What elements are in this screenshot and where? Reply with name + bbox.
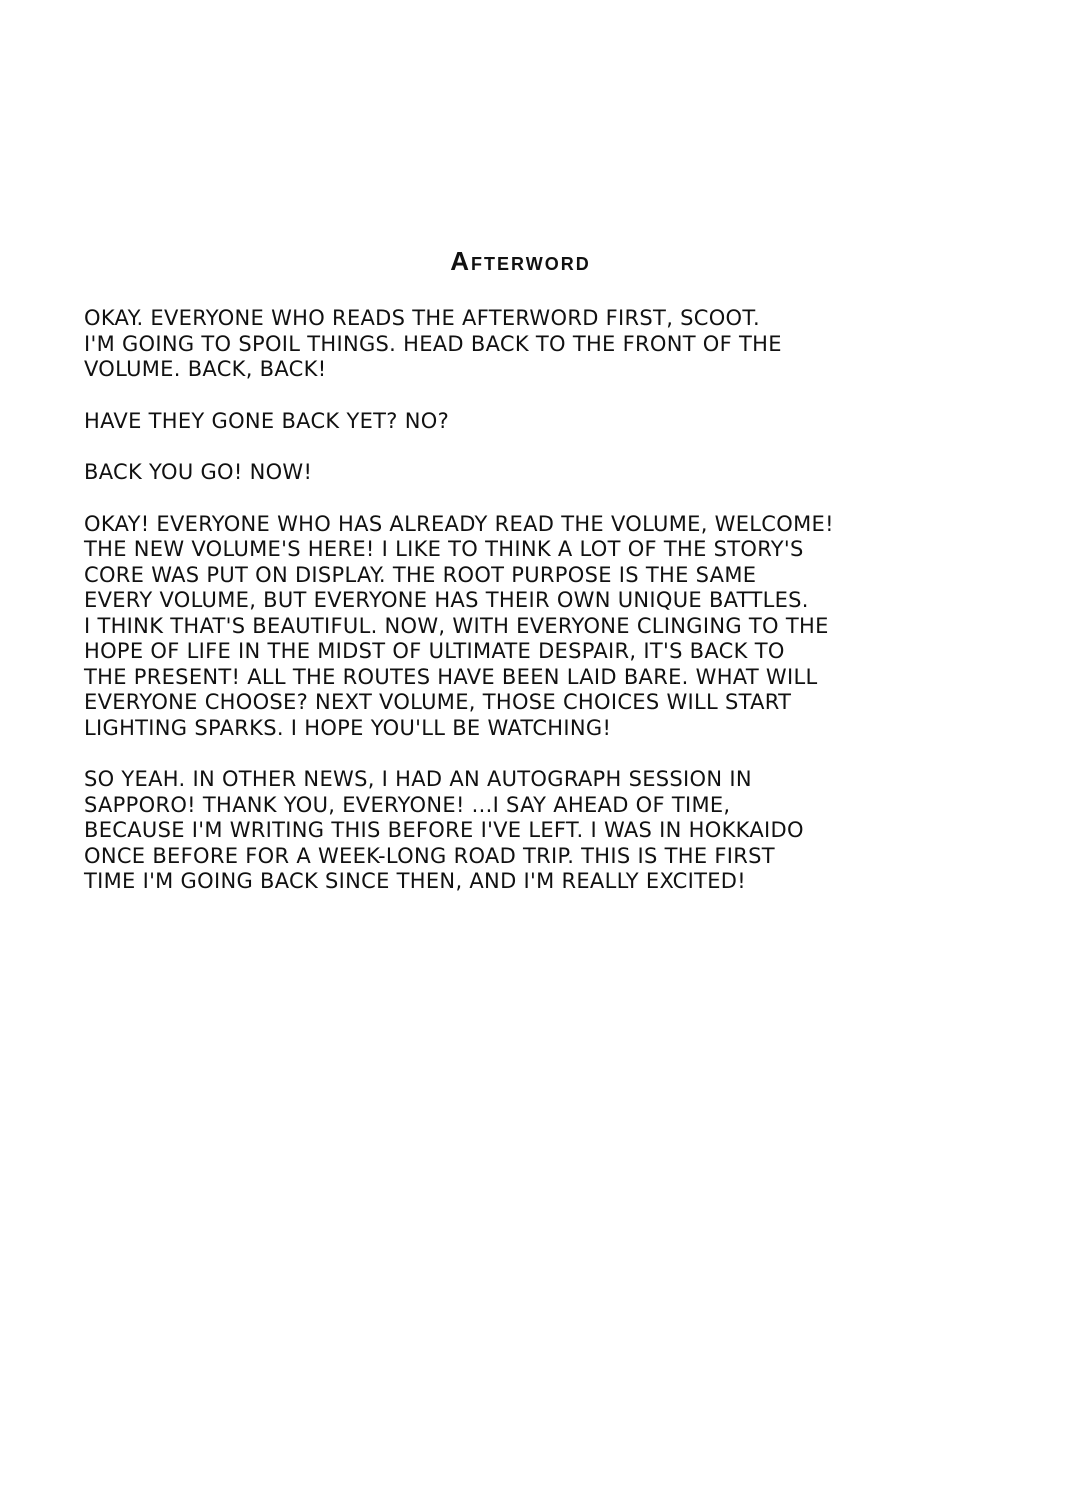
text-line: SAPPORO! THANK YOU, EVERYONE! ...I SAY AHEAD OF TIME, <box>84 792 731 817</box>
text-line: SO YEAH. IN OTHER NEWS, I HAD AN AUTOGRAPH SESSION IN <box>84 767 752 791</box>
text-line: OKAY. EVERYONE WHO READS THE AFTERWORD FIRST, SCOOT. <box>84 306 761 330</box>
paragraph-4 <box>84 512 984 742</box>
text-line: ONCE BEFORE FOR A WEEK-LONG ROAD TRIP. THIS IS THE FIRST <box>84 843 775 868</box>
text-line: BECAUSE I'M WRITING THIS BEFORE I'VE LEFT. I WAS IN HOKKAIDO <box>84 818 804 842</box>
page-title: Afterword <box>450 246 591 276</box>
text-line: I THINK THAT'S BEAUTIFUL. NOW, WITH EVERYONE CLINGING TO THE <box>84 613 829 638</box>
afterword-body <box>84 306 984 921</box>
paragraph-2 <box>84 409 984 435</box>
text-line: THE NEW VOLUME'S HERE! I LIKE TO THINK A LOT OF THE STORY'S <box>84 537 804 561</box>
text-line: CORE WAS PUT ON DISPLAY. THE ROOT PURPOSE IS THE SAME <box>84 562 757 587</box>
text-line: HOPE OF LIFE IN THE MIDST OF ULTIMATE DESPAIR, IT'S BACK TO <box>84 639 785 663</box>
text-line: OKAY! EVERYONE WHO HAS ALREADY READ THE VOLUME, WELCOME! <box>84 511 834 536</box>
text-line: EVERYONE CHOOSE? NEXT VOLUME, THOSE CHOICES WILL START <box>84 690 792 714</box>
paragraph-5 <box>84 767 984 895</box>
text-line: HAVE THEY GONE BACK YET? NO? <box>84 408 450 433</box>
text-line: I'M GOING TO SPOIL THINGS. HEAD BACK TO THE FRONT OF THE <box>84 331 782 356</box>
text-line: EVERY VOLUME, BUT EVERYONE HAS THEIR OWN UNIQUE BATTLES. <box>84 588 809 612</box>
text-line: THE PRESENT! ALL THE ROUTES HAVE BEEN LAID BARE. WHAT WILL <box>84 664 818 689</box>
text-line: LIGHTING SPARKS. I HOPE YOU'LL BE WATCHING! <box>84 715 612 740</box>
text-line: BACK YOU GO! NOW! <box>84 460 313 484</box>
text-line: VOLUME. BACK, BACK! <box>84 357 327 381</box>
paragraph-1 <box>84 306 984 383</box>
paragraph-3 <box>84 460 984 486</box>
text-line: TIME I'M GOING BACK SINCE THEN, AND I'M REALLY EXCITED! <box>84 869 746 893</box>
